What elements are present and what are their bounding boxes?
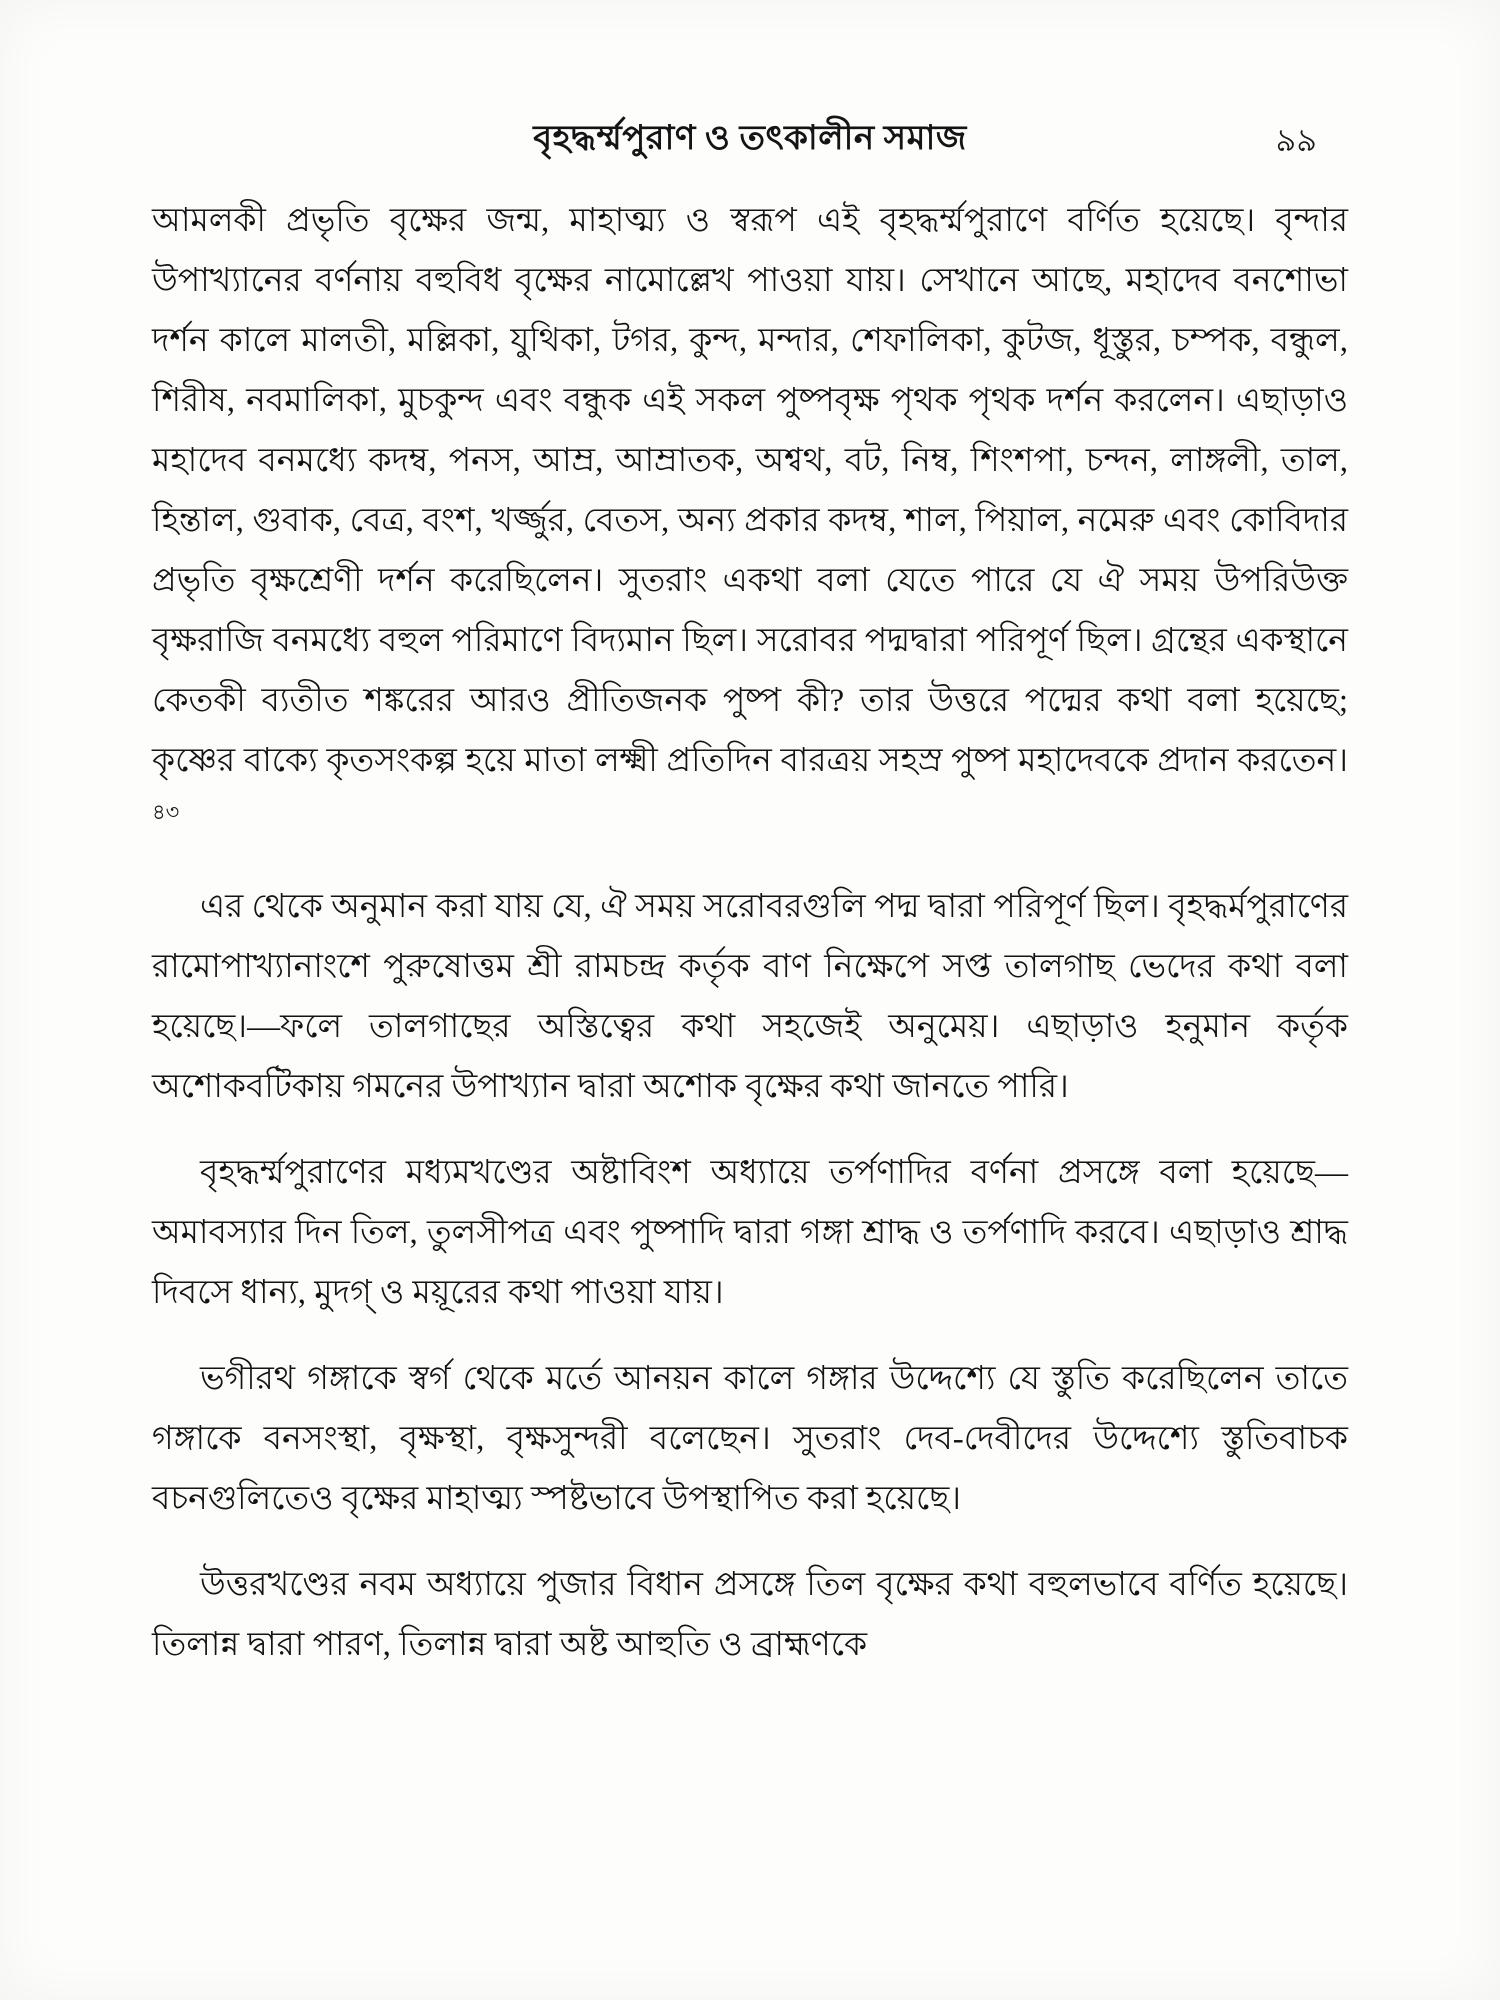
paragraph: বৃহদ্ধর্ম্মপুরাণের মধ্যমখণ্ডের অষ্টাবিংশ অধ্যায়ে তর্পণাদির বর্ণনা প্রসঙ্গে বলা হয়েছে—অমাবস্যার দিন তিল, তুলসীপত্র এবং পুষ্পাদি দ্বারা গঙ্গা শ্রাদ্ধ ও তর্পণাদি করবে। এছাড়াও শ্রাদ্ধ দিবসে ধান্য, মুদগ্ ও ময়ূরের কথা পাওয়া যায়। <box>152 1155 1348 1311</box>
paragraph: উত্তরখণ্ডের নবম অধ্যায়ে পুজার বিধান প্রসঙ্গে তিল বৃক্ষের কথা বহুলভাবে বর্ণিত হয়েছে। তিলান্ন দ্বারা পারণ, তিলান্ন দ্বারা অষ্ট আহুতি ও ব্রাহ্মণকে <box>152 1567 1348 1663</box>
running-head <box>155 0 1345 169</box>
paragraph: এর থেকে অনুমান করা যায় যে, ঐ সময় সরোবরগুলি পদ্ম দ্বারা পরিপূর্ণ ছিল। বৃহদ্ধর্মপুরাণের রামোপাখ্যানাংশে পুরুষোত্তম শ্রী রামচন্দ্র কর্তৃক বাণ নিক্ষেপে সপ্ত তালগাছ ভেদের কথা বলা হয়েছে।—ফলে তালগাছের অস্তিত্বের কথা সহজেই অনুমেয়। এছাড়াও হনুমান কর্তৃক অশোকবটিকায় গমনের উপাখ্যান দ্বারা অশোক বৃক্ষের কথা জানতে পারি। <box>152 889 1348 1105</box>
page-title: বৃহদ্ধর্ম্মপুরাণ ও তৎকালীন সমাজ <box>533 120 967 157</box>
paragraph <box>152 191 1348 851</box>
paragraph-text: আমলকী প্রভৃতি বৃক্ষের জন্ম, মাহাত্ম্য ও স্বরূপ এই বৃহদ্ধর্ম্মপুরাণে বর্ণিত হয়েছে। বৃন্দার উপাখ্যানের বর্ণনায় বহুবিধ বৃক্ষের নামোল্লেখ পাওয়া যায়। সেখানে আছে, মহাদেব বনশোভা দর্শন কালে মালতী, মল্লিকা, যুথিকা, টগর, কুন্দ, মন্দার, শেফালিকা, কুটজ, ধূস্তুর, চম্পক, বন্ধুল, শিরীষ, নবমালিকা, মুচকুন্দ এবং বন্ধুক এই সকল পুষ্পবৃক্ষ পৃথক পৃথক দর্শন করলেন। এছাড়াও মহাদেব বনমধ্যে কদম্ব, পনস, আম্র, আম্রাতক, অশ্বথ, বট, নিম্ব, শিংশপা, চন্দন, লাঙ্গলী, তাল, হিন্তাল, গুবাক, বেত্র, বংশ, খর্জ্জুর, বেতস, অন্য প্রকার কদম্ব, শাল, পিয়াল, নমেরু এবং কোবিদার প্রভৃতি বৃক্ষশ্রেণী দর্শন করেছিলেন। সুতরাং একথা বলা যেতে পারে যে ঐ সময় উপরিউক্ত বৃক্ষরাজি বনমধ্যে বহুল পরিমাণে বিদ্যমান ছিল। সরোবর পদ্মদ্বারা পরিপূর্ণ ছিল। গ্রন্থের একস্থানে কেতকী ব্যতীত শঙ্করের আরও প্রীতিজনক পুষ্প কী? তার উত্তরে পদ্মের কথা বলা হয়েছে; কৃষ্ণের বাক্যে কৃতসংকল্প হয়ে মাতা লক্ষ্মী প্রতিদিন বারত্রয় সহস্র পুষ্প মহাদেবকে প্রদান করতেন। <box>152 203 1348 779</box>
body-text <box>152 191 1348 1675</box>
footnote-reference: ৪৩ <box>152 800 180 824</box>
page-number: ৯৯ <box>1275 122 1317 158</box>
paragraph: ভগীরথ গঙ্গাকে স্বর্গ থেকে মর্তে আনয়ন কালে গঙ্গার উদ্দেশ্যে যে স্তুতি করেছিলেন তাতে গঙ্গাকে বনসংস্থা, বৃক্ষস্থা, বৃক্ষসুন্দরী বলেছেন। সুতরাং দেব-দেবীদের উদ্দেশ্যে স্তুতিবাচক বচনগুলিতেও বৃক্ষের মাহাত্ম্য স্পষ্টভাবে উপস্থাপিত করা হয়েছে। <box>152 1361 1348 1517</box>
